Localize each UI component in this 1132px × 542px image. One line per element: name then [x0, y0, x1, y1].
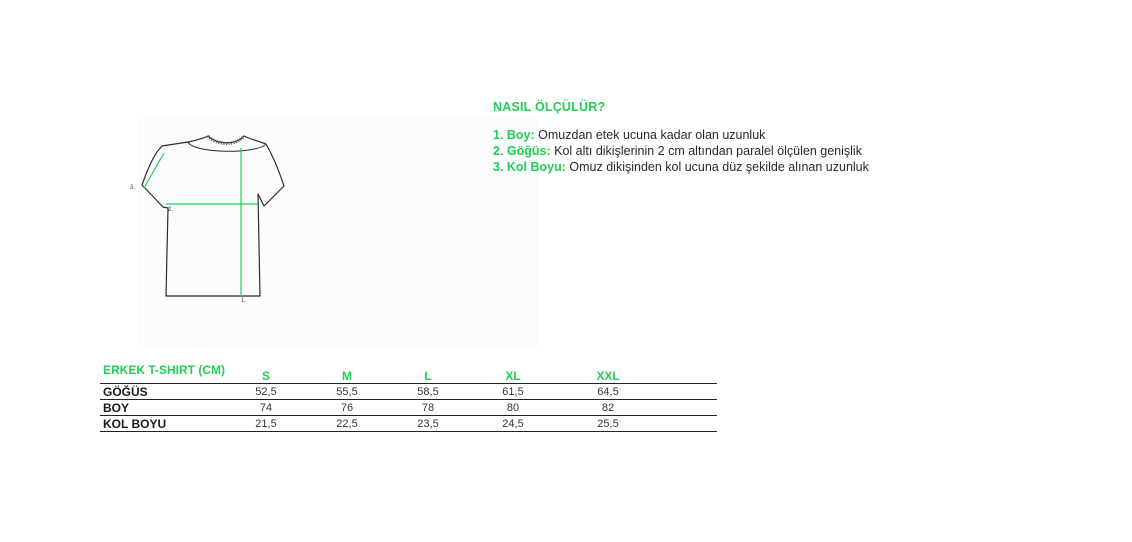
tshirt-illustration	[130, 118, 538, 350]
how-to-desc: Omuz dikişinden kol ucuna düz şekilde alınan uzunluk	[569, 160, 869, 174]
how-to-desc: Omuzdan etek ucuna kadar olan uzunluk	[538, 128, 766, 142]
how-to-term: 1. Boy:	[493, 128, 535, 142]
how-to-measure-section	[493, 100, 869, 175]
table-cell: 78	[387, 400, 469, 416]
table-cell: 82	[557, 400, 659, 416]
tshirt-outline	[142, 136, 284, 296]
table-cell: 80	[469, 400, 557, 416]
size-header-xxl: XXL	[557, 363, 659, 384]
table-row	[100, 400, 717, 416]
how-to-measure-list	[493, 127, 869, 175]
size-header-spacer	[659, 363, 717, 384]
size-chart-table	[100, 363, 717, 432]
table-row	[100, 416, 717, 432]
size-chart-title: ERKEK T-SHIRT (CM)	[100, 363, 225, 384]
table-cell: 23,5	[387, 416, 469, 432]
how-to-desc: Kol altı dikişlerinin 2 cm altından paralel ölçülen genişlik	[554, 144, 862, 158]
table-cell-spacer	[659, 384, 717, 400]
table-cell: 64,5	[557, 384, 659, 400]
how-to-item-length	[493, 127, 869, 143]
how-to-term: 2. Göğüs:	[493, 144, 551, 158]
row-label-length: BOY	[100, 400, 225, 416]
how-to-measure-title: NASIL ÖLÇÜLÜR?	[493, 100, 606, 114]
tshirt-collar	[188, 142, 266, 151]
table-cell: 24,5	[469, 416, 557, 432]
measure-label-1: 1.	[241, 298, 247, 304]
table-cell: 21,5	[225, 416, 307, 432]
table-row	[100, 384, 717, 400]
size-header-row	[100, 363, 717, 384]
size-header-s: S	[225, 363, 307, 384]
how-to-item-chest	[493, 143, 869, 159]
table-cell-spacer	[659, 416, 717, 432]
table-cell: 52,5	[225, 384, 307, 400]
table-cell: 76	[307, 400, 387, 416]
size-header-xl: XL	[469, 363, 557, 384]
how-to-term: 3. Kol Boyu:	[493, 160, 566, 174]
table-cell-spacer	[659, 400, 717, 416]
measure-label-3: 3.	[130, 185, 136, 191]
size-header-l: L	[387, 363, 469, 384]
row-label-chest: GÖĞÜS	[100, 384, 225, 400]
row-label-sleeve: KOL BOYU	[100, 416, 225, 432]
tshirt-measurement-diagram	[130, 118, 538, 350]
size-header-m: M	[307, 363, 387, 384]
table-cell: 58,5	[387, 384, 469, 400]
table-cell: 22,5	[307, 416, 387, 432]
measure-label-2: 2.	[168, 207, 174, 213]
table-cell: 61,5	[469, 384, 557, 400]
how-to-item-sleeve	[493, 159, 869, 175]
table-cell: 55,5	[307, 384, 387, 400]
table-cell: 25,5	[557, 416, 659, 432]
table-cell: 74	[225, 400, 307, 416]
